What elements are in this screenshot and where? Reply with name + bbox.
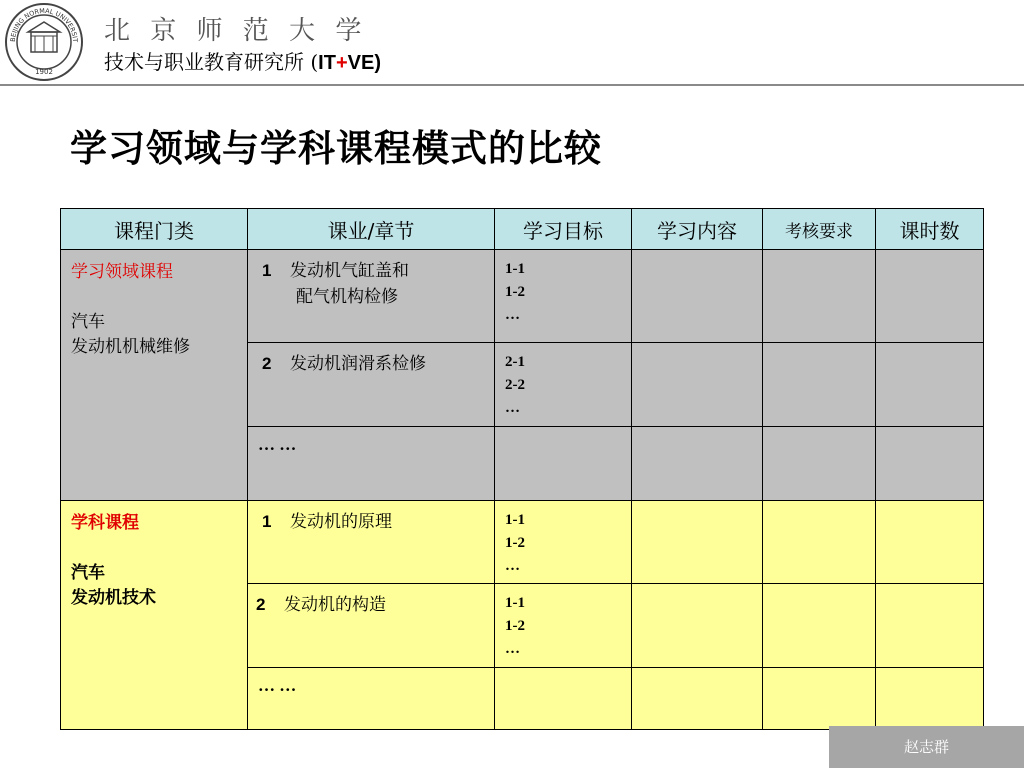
chapter-number: 1 <box>262 512 272 531</box>
goal-item: 1-2 <box>505 618 525 634</box>
goals-cell <box>495 668 632 730</box>
category-subject-line1: 汽车 <box>71 563 105 583</box>
bnu-seal-icon <box>4 2 84 82</box>
content-cell <box>632 427 763 501</box>
institute-name <box>104 46 381 75</box>
header-goals: 学习目标 <box>495 209 632 250</box>
chapter-number: 2 <box>256 595 266 614</box>
comparison-table <box>60 208 984 730</box>
category-subject-line2: 发动机机械维修 <box>71 337 190 357</box>
goal-item: 2-1 <box>505 354 525 370</box>
category-cell-subject <box>61 501 248 730</box>
table-header-row <box>61 209 984 250</box>
chapter-number: 2 <box>262 354 272 373</box>
hours-cell <box>876 501 984 584</box>
logo-ring-text: BEIJING NORMAL UNIVERSIT <box>8 6 80 43</box>
hours-cell <box>876 427 984 501</box>
assessment-cell <box>763 501 876 584</box>
chapter-cell <box>248 343 495 427</box>
goal-item: 1-1 <box>505 512 525 528</box>
chapter-title: 发动机润滑系检修 <box>290 354 426 374</box>
goal-item: 1-2 <box>505 284 525 300</box>
ellipsis-cell: … … <box>248 427 495 501</box>
author-footer: 赵志群 <box>829 726 1024 768</box>
hours-cell <box>876 584 984 668</box>
institute-it: IT <box>318 52 336 74</box>
content-cell <box>632 343 763 427</box>
institute-ve: VE) <box>347 52 381 74</box>
assessment-cell <box>763 343 876 427</box>
hours-cell <box>876 343 984 427</box>
chapter-cell <box>248 501 495 584</box>
hours-cell <box>876 250 984 343</box>
goal-item: 1-2 <box>505 535 525 551</box>
goal-item: … <box>505 641 520 657</box>
header-content: 学习内容 <box>632 209 763 250</box>
chapter-cell <box>248 584 495 668</box>
table-row <box>61 250 984 343</box>
goals-cell <box>495 343 632 427</box>
header-divider <box>0 84 1024 86</box>
goals-cell <box>495 427 632 501</box>
goal-item: 1-1 <box>505 261 525 277</box>
chapter-title: 发动机的构造 <box>284 595 386 615</box>
assessment-cell <box>763 427 876 501</box>
goals-cell <box>495 501 632 584</box>
chapter-number: 1 <box>262 261 272 280</box>
content-cell <box>632 501 763 584</box>
goals-cell <box>495 584 632 668</box>
logo-year: 1902 <box>35 68 53 76</box>
content-cell <box>632 584 763 668</box>
category-cell-learning-field <box>61 250 248 501</box>
assessment-cell <box>763 250 876 343</box>
goal-item: … <box>505 307 520 323</box>
goal-item: … <box>505 400 520 416</box>
goal-item: … <box>505 558 520 574</box>
chapter-title: 发动机的原理 <box>290 512 392 532</box>
slide-title: 学习领域与学科课程模式的比较 <box>70 127 602 170</box>
assessment-cell <box>763 668 876 730</box>
assessment-cell <box>763 584 876 668</box>
ellipsis-cell: … … <box>248 668 495 730</box>
hours-cell <box>876 668 984 730</box>
table-row <box>61 501 984 584</box>
header-course-type: 课程门类 <box>61 209 248 250</box>
chapter-title: 发动机气缸盖和 <box>290 261 409 281</box>
university-name: 北 京 师 范 大 学 <box>104 16 368 46</box>
goal-item: 1-1 <box>505 595 525 611</box>
category-subject-line2: 发动机技术 <box>71 588 156 608</box>
chapter-cell <box>248 250 495 343</box>
header-chapter: 课业/章节 <box>248 209 495 250</box>
chapter-title-cont: 配气机构检修 <box>296 287 398 307</box>
category-subject-line1: 汽车 <box>71 312 105 332</box>
content-cell <box>632 250 763 343</box>
institute-plus: + <box>335 52 348 74</box>
category-title: 学习领域课程 <box>71 262 173 282</box>
content-cell <box>632 668 763 730</box>
goals-cell <box>495 250 632 343</box>
institute-prefix: 技术与职业教育研究所 ( <box>104 50 319 74</box>
category-title: 学科课程 <box>71 513 139 533</box>
goal-item: 2-2 <box>505 377 525 393</box>
header-hours: 课时数 <box>876 209 984 250</box>
header-assessment: 考核要求 <box>763 209 876 250</box>
